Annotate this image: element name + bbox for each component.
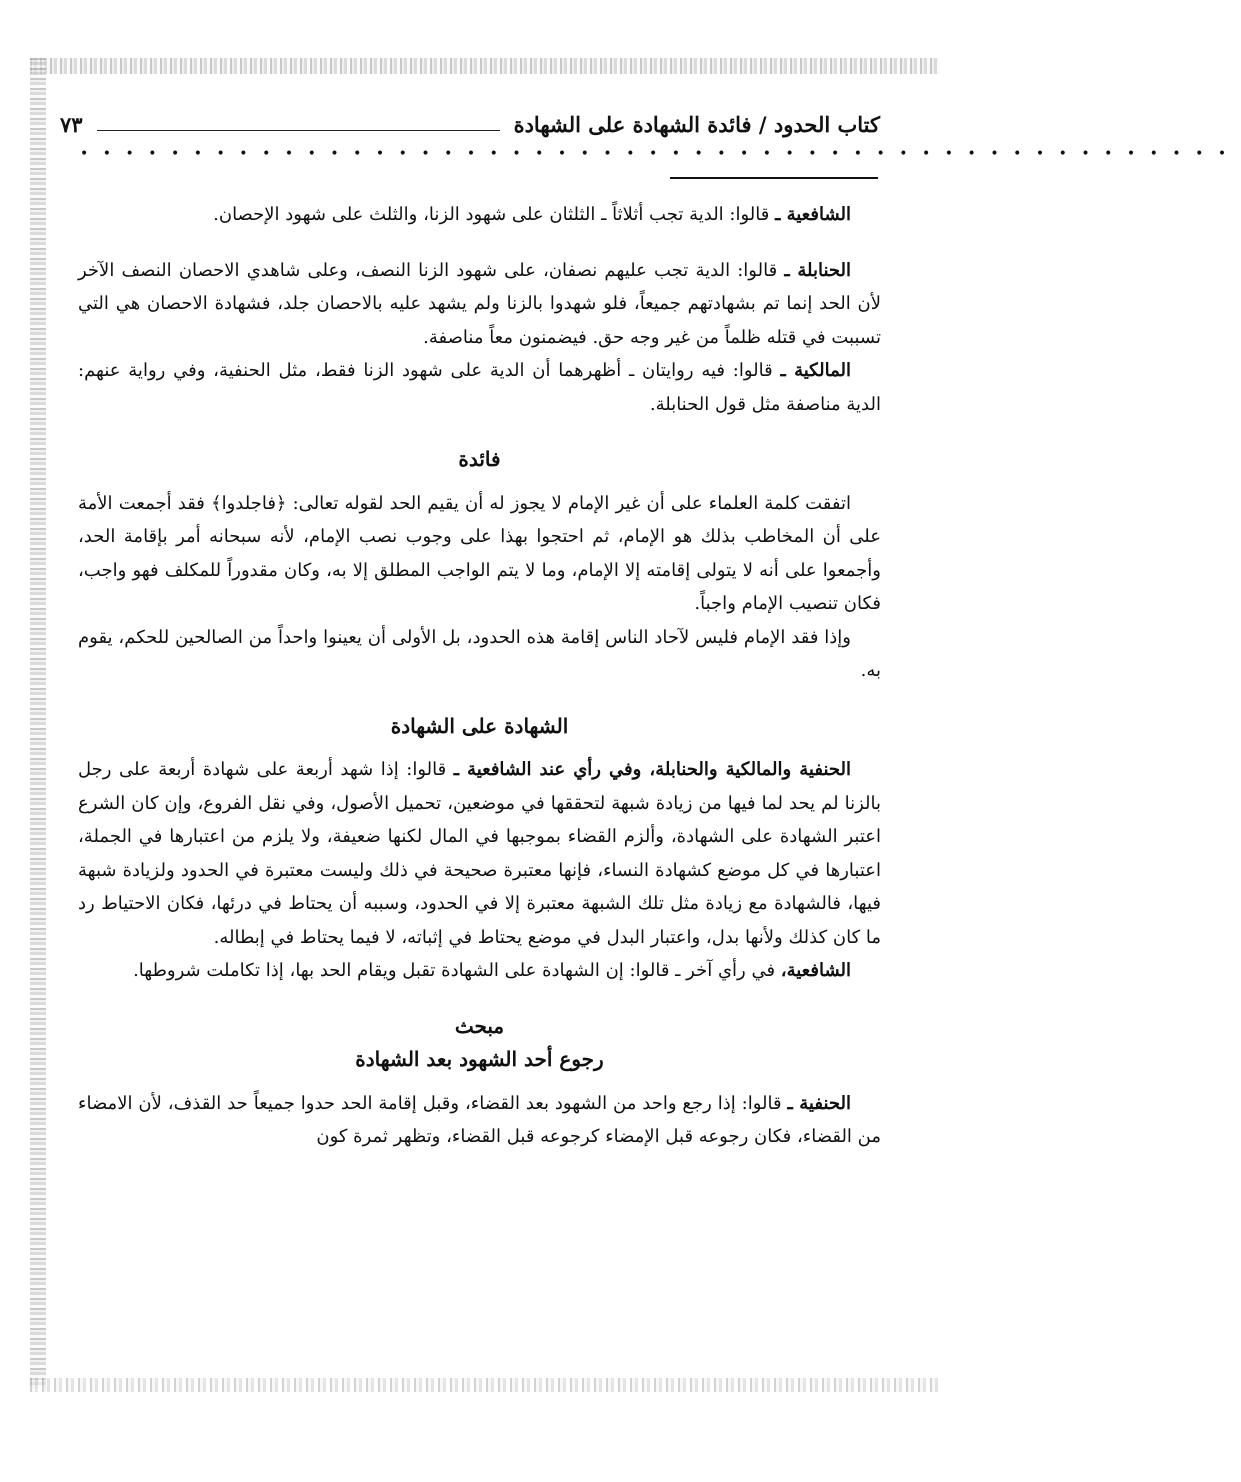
decorative-border-left: [30, 58, 46, 1388]
madhhab-label: الحنابلة ـ: [784, 259, 851, 281]
heading-faida: فائدة: [458, 447, 501, 471]
madhhab-label: الشافعية ـ: [775, 204, 851, 225]
dotted-separator: •••••••••••••••••••••••••••••••••••••••••••••••••••: [80, 146, 1241, 162]
heading-mabhath: مبحث: [454, 1013, 505, 1038]
header-title: كتاب الحدود / فائدة الشهادة على الشهادة: [513, 111, 880, 137]
page-number: ٧٣: [60, 111, 83, 137]
madhhab-label: الشافعية،: [780, 960, 851, 981]
paragraph-text: قالوا: إذا شهد أربعة على شهادة أربعة على رجل بالزنا لم يحد لما فيها من زيادة شبهة لتحققها في موضعين، تحميل الأصول، وفي نقل الفروع، وإن كان الشرع اعتبر الشهادة على الشهادة، وألزم القضاء بموجبها في المال لكنها ضعيفة، ولا يلزم من اعتبارها في الجملة، اعتبارها في كل موضع كشهادة النساء، فإنها معتبرة صحيحة في ذلك وليست معتبرة في الحدود ولزيادة شبهة فيها، فالشهادة مع زيادة مثل تلك الشبهة معتبرة إلا في الحدود، وسببه أن يحتاط في درئها، فكان الاحتياط رد ما كان كذلك ولأنها بدل، واعتبار البدل في موضع يحتاط في إثباته، لا فيما يحتاط في إبطاله.: [78, 759, 881, 948]
paragraph-rujoo-1: [78, 1087, 881, 1154]
paragraph-text: قالوا: الدية تجب أثلاثاً ـ الثلثان على شهود الزنا، والثلث على شهود الإحصان.: [213, 204, 776, 225]
paragraph-text: قالوا: إذا رجع واحد من الشهود بعد القضاء، وقبل إقامة الحد حدوا جميعاً حد القذف، لأن الامضاء من القضاء، فكان رجوعه قبل الإمضاء كرجوعه قبل القضاء، وتظهر ثمرة كون: [78, 1092, 881, 1147]
madhhab-label: الحنفية ـ: [787, 1092, 852, 1114]
paragraph-malikiya: [78, 354, 881, 421]
paragraph-text: في رأي آخر ـ قالوا: إن الشهادة على الشهادة تقبل ويقام الحد بها، إذا تكاملت شروطها.: [133, 960, 781, 981]
paragraph-faida-2: وإذا فقد الإمام فليس لآحاد الناس إقامة هذه الحدود، بل الأولى أن يعينوا واحداً من الصالحين للحكم، يقوم به.: [78, 626, 881, 681]
paragraph-hanabila: [78, 254, 881, 355]
page-body: [78, 198, 881, 1154]
decorative-border-bottom: [30, 1378, 940, 1392]
paragraph-shafiiya: [78, 198, 881, 232]
running-header: [60, 104, 880, 144]
decorative-border-top: [30, 58, 940, 74]
paragraph-shahada-2: [78, 954, 881, 988]
heading-shahada: الشهادة على الشهادة: [390, 713, 569, 738]
madhhab-label: المالكية ـ: [780, 360, 851, 381]
paragraph-text: قالوا: الدية تجب عليهم نصفان، على شهود الزنا النصف، وعلى شاهدي الاحصان النصف الآخر لأن الحد إنما تم بشهادتهم جميعاً، فلو شهدوا بالزنا ولم يشهد عليه بالاحصان جلد، فشهادة الاحصان هي التي تسببت في قتله ظلماً من غير وجه حق. فيضمنون معاً مناصفة.: [78, 259, 881, 348]
footnote-rule: [670, 177, 878, 179]
paragraph-text: قالوا: فيه روايتان ـ أظهرهما أن الدية على شهود الزنا فقط، مثل الحنفية، وفي رواية عنهم: الدية مناصفة مثل قول الحنابلة.: [78, 360, 881, 415]
paragraph-faida-1: اتفقت كلمة العلماء على أن غير الإمام لا يجوز له أن يقيم الحد لقوله تعالى: ﴿فاجلدوا﴾ فقد أجمعت الأمة على أن المخاطب بذلك هو الإمام، ثم احتجوا بهذا على وجوب نصب الإمام، لأنه سبحانه أمر بإقامة الحد، وأجمعوا على أنه لا يتولى إقامته إلا الإمام، وما لا يتم الواجب المطلق إلا به، وكان مقدوراً للمكلف فهو واجب، فكان تنصيب الإمام واجباً.: [78, 492, 882, 614]
madhhab-label: الحنفية والمالكية والحنابلة، وفي رأي عند الشافعية ـ: [453, 759, 851, 780]
header-rule: [97, 130, 500, 131]
paragraph-shahada-1: [78, 753, 881, 954]
heading-rujoo: رجوع أحد الشهود بعد الشهادة: [355, 1047, 604, 1071]
